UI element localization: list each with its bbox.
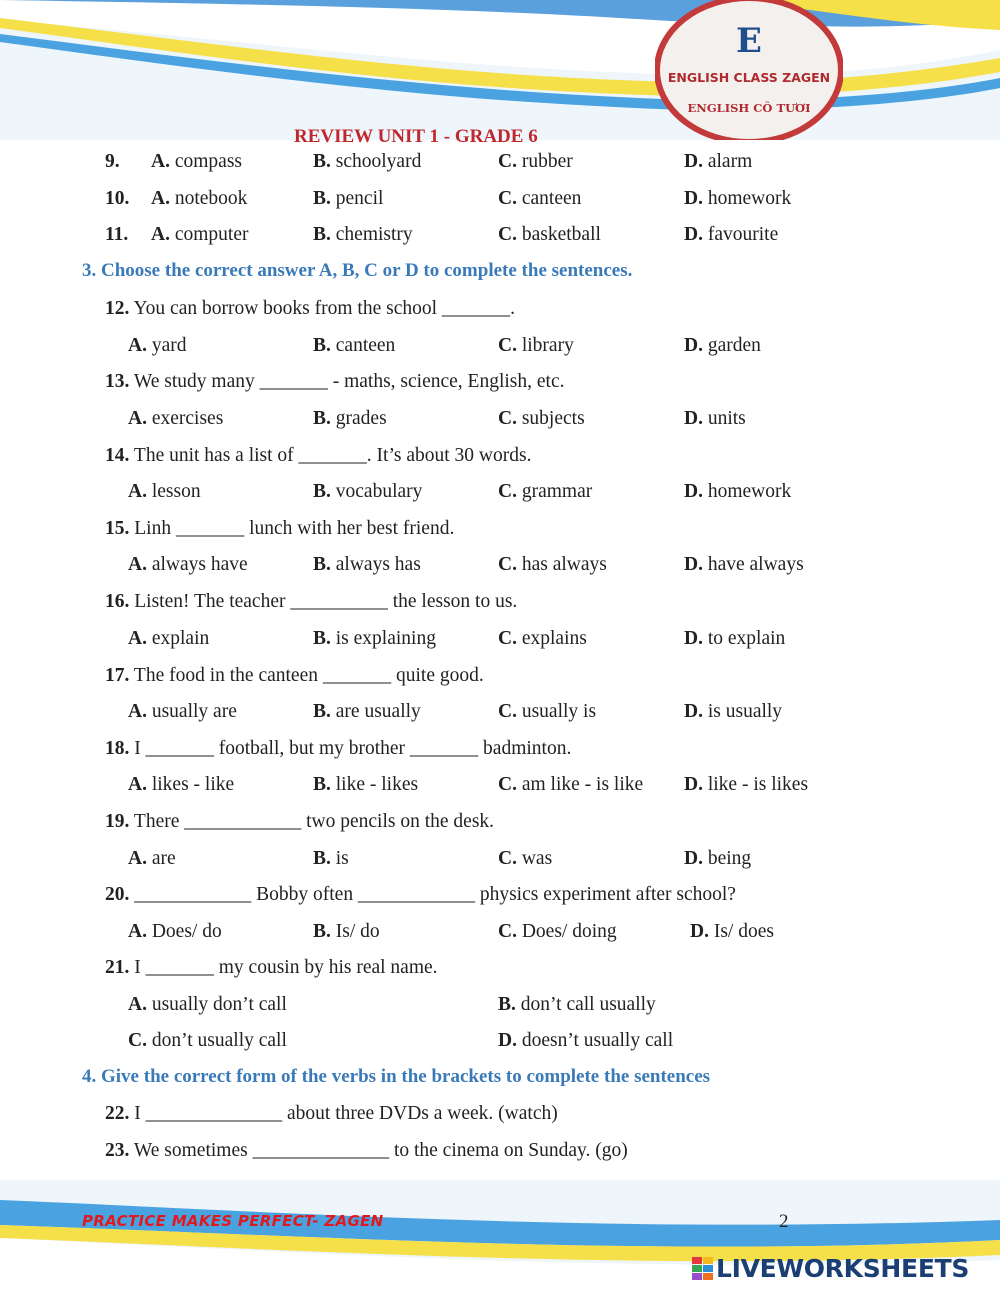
option-b[interactable]: B. canteen [313, 334, 396, 356]
option-a[interactable]: A. are [128, 847, 176, 869]
question-22[interactable]: 22. I ______________ about three DVDs a week. (watch) [105, 1103, 558, 1124]
option-a[interactable]: A. compass [151, 151, 242, 172]
liveworksheets-icon [692, 1256, 714, 1287]
option-a[interactable]: A. yard [128, 334, 187, 356]
logo-line2: ENGLISH CÔ TƯƠI [687, 101, 811, 115]
option-d[interactable]: D. garden [684, 334, 761, 356]
option-a[interactable]: A. Does/ do [128, 920, 222, 942]
option-a[interactable]: A. usually don’t call [128, 994, 287, 1015]
option-b[interactable]: B. schoolyard [313, 151, 422, 172]
option-d[interactable]: D. being [684, 847, 752, 869]
question-text-row: 17. The food in the canteen _______ quite good. [105, 664, 484, 686]
logo-line1: ENGLISH CLASS ZAGEN [667, 70, 831, 85]
option-d[interactable]: D. Is/ does [690, 920, 774, 942]
section-4-heading: 4. Give the correct form of the verbs in the brackets to complete the sentences [82, 1066, 711, 1087]
option-a[interactable]: A. usually are [128, 701, 237, 722]
option-a[interactable]: A. likes - like [128, 774, 235, 796]
item-number: 10. [105, 188, 130, 209]
option-b[interactable]: B. always has [313, 554, 421, 576]
question-text-row: 12. You can borrow books from the school _______. [105, 298, 516, 319]
question-23[interactable]: 23. We sometimes ______________ to the cinema on Sunday. (go) [105, 1140, 628, 1161]
option-d[interactable]: D. have always [684, 554, 804, 576]
option-d[interactable]: D. is usually [684, 701, 783, 722]
option-d[interactable]: D. to explain [684, 627, 786, 649]
option-a[interactable]: A. exercises [128, 407, 224, 429]
option-c[interactable]: C. explains [498, 627, 587, 649]
option-b[interactable]: B. pencil [313, 188, 384, 209]
option-d[interactable]: D. alarm [684, 151, 753, 172]
option-d[interactable]: D. favourite [684, 224, 779, 245]
option-a[interactable]: A. notebook [151, 188, 248, 209]
question-21 [105, 956, 438, 980]
option-c[interactable]: C. grammar [498, 481, 593, 503]
question-text-row: 20. ____________ Bobby often ____________ physics experiment after school? [105, 884, 736, 906]
section-3-heading: 3. Choose the correct answer A, B, C or D to complete the sentences. [82, 260, 633, 281]
logo [655, 0, 843, 140]
option-a[interactable]: A. computer [151, 224, 249, 245]
page-number: 2 [779, 1211, 789, 1232]
option-c[interactable]: C. Does/ doing [498, 920, 617, 942]
option-c[interactable]: C. am like - is like [498, 774, 644, 796]
option-b[interactable]: B. is explaining [313, 627, 436, 649]
option-c[interactable]: C. canteen [498, 188, 582, 209]
option-b[interactable]: B. vocabulary [313, 481, 423, 503]
option-c[interactable]: C. subjects [498, 407, 585, 429]
question-text-row: 19. There ____________ two pencils on the desk. [105, 811, 495, 833]
item-number: 11. [105, 224, 129, 245]
option-d[interactable]: D. homework [684, 188, 792, 209]
option-c[interactable]: C. has always [498, 554, 607, 576]
question-text-row: 15. Linh _______ lunch with her best friend. [105, 517, 455, 539]
option-b[interactable]: B. is [313, 847, 349, 869]
question-text-row: 14. The unit has a list of _______. It’s about 30 words. [105, 444, 532, 466]
item-number: 9. [105, 151, 120, 172]
option-b[interactable]: B. don’t call usually [498, 994, 656, 1015]
option-b[interactable]: B. Is/ do [313, 920, 380, 942]
option-a[interactable]: A. always have [128, 554, 248, 576]
option-d[interactable]: D. like - is likes [684, 774, 809, 796]
option-a[interactable]: A. lesson [128, 481, 201, 503]
option-b[interactable]: B. are usually [313, 701, 421, 722]
logo-letter: E [736, 21, 762, 61]
option-d[interactable]: D. doesn’t usually call [498, 1030, 674, 1051]
option-a[interactable]: A. explain [128, 627, 210, 649]
option-b[interactable]: B. like - likes [313, 774, 419, 796]
question-number: 21. [105, 957, 130, 978]
question-text-row: 16. Listen! The teacher __________ the lesson to us. [105, 591, 518, 613]
option-c[interactable]: C. library [498, 334, 574, 356]
option-d[interactable]: D. homework [684, 481, 792, 503]
option-c[interactable]: C. basketball [498, 224, 601, 245]
question-text: I _______ my cousin by his real name. [134, 957, 438, 978]
question-text-row: 18. I _______ football, but my brother _______ badminton. [105, 737, 572, 759]
option-b[interactable]: B. grades [313, 407, 387, 429]
option-c[interactable]: C. usually is [498, 701, 597, 722]
liveworksheets-brand[interactable]: LIVEWORKSHEETS [716, 1254, 970, 1283]
question-text-row: 13. We study many _______ - maths, science, English, etc. [105, 371, 565, 393]
option-c[interactable]: C. don’t usually call [128, 1030, 287, 1051]
footer-motto: PRACTICE MAKES PERFECT- ZAGEN [82, 1212, 384, 1230]
option-c[interactable]: C. rubber [498, 151, 573, 172]
option-c[interactable]: C. was [498, 847, 553, 869]
option-b[interactable]: B. chemistry [313, 224, 413, 245]
page-title: REVIEW UNIT 1 - GRADE 6 [294, 126, 538, 147]
option-d[interactable]: D. units [684, 407, 746, 429]
